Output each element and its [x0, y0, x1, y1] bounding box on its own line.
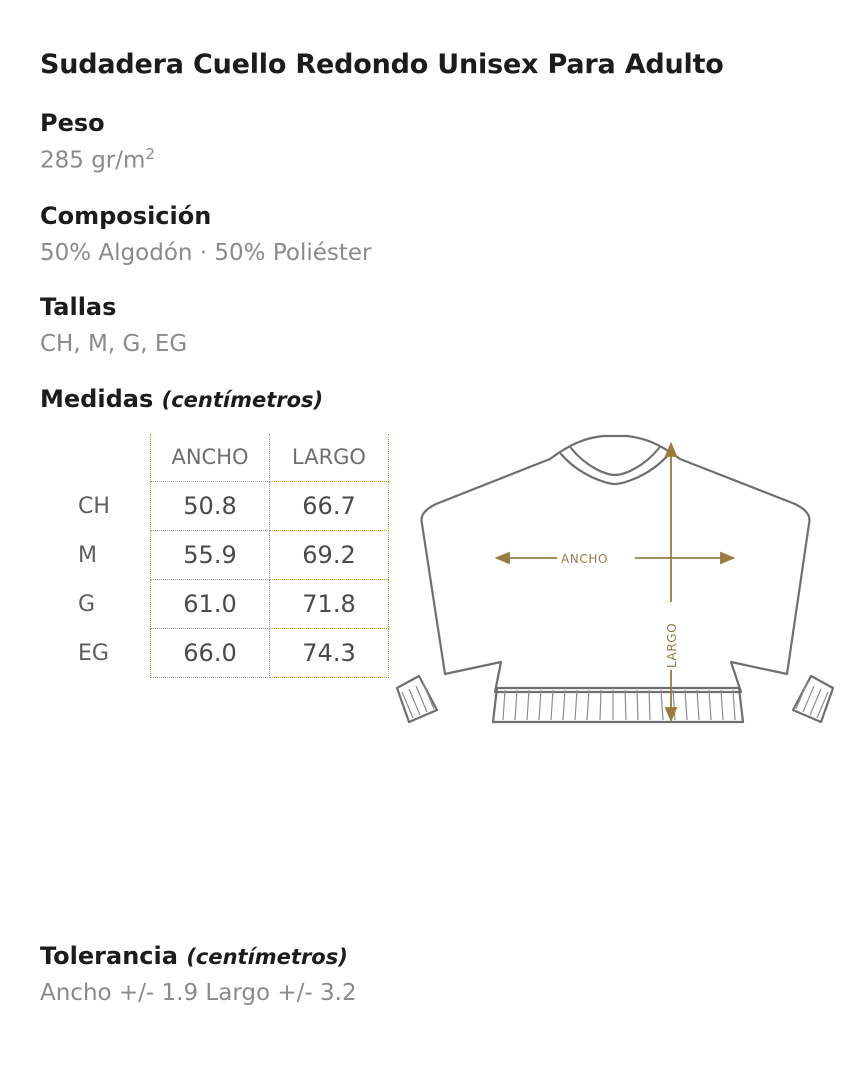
- peso-value-text: 285 gr/m: [40, 148, 146, 174]
- table-header-row: [78, 434, 389, 482]
- row-size-ch: CH: [78, 493, 110, 519]
- composicion-heading: Composición: [40, 201, 212, 230]
- section-tolerancia: [40, 942, 357, 1008]
- section-composicion: [40, 202, 815, 268]
- peso-value: [40, 145, 815, 175]
- cell-m-largo: 69.2: [270, 531, 389, 580]
- page-title: Sudadera Cuello Redondo Unisex Para Adulto: [40, 49, 724, 80]
- cell-m-ancho: 55.9: [151, 531, 270, 580]
- row-size-eg: EG: [78, 640, 109, 666]
- tallas-heading: Tallas: [40, 293, 117, 322]
- table-corner-cell: [78, 434, 151, 482]
- section-medidas: [40, 385, 815, 414]
- table-row: [78, 580, 389, 629]
- tallas-value: CH, M, G, EG: [40, 331, 188, 358]
- cell-g-largo: 71.8: [270, 580, 389, 629]
- section-peso: [40, 109, 815, 176]
- column-header-largo: LARGO: [270, 434, 389, 482]
- cell-eg-largo: 74.3: [270, 629, 389, 678]
- tolerancia-heading: [40, 942, 357, 971]
- row-size-g: G: [78, 591, 96, 617]
- cell-ch-largo: 66.7: [270, 482, 389, 531]
- peso-value-sup: 2: [145, 145, 155, 164]
- table-row: [78, 629, 389, 678]
- sweater-diagram: [375, 424, 855, 744]
- row-size-m: M: [78, 542, 97, 568]
- composicion-value: 50% Algodón · 50% Poliéster: [40, 239, 372, 266]
- medidas-unit: (centímetros): [161, 387, 324, 412]
- peso-heading: Peso: [40, 108, 105, 137]
- table-row: [78, 531, 389, 580]
- tolerancia-unit: (centímetros): [186, 945, 348, 969]
- cell-ch-ancho: 50.8: [151, 482, 270, 531]
- diagram-label-ancho: ANCHO: [561, 551, 609, 566]
- cell-g-ancho: 61.0: [151, 580, 270, 629]
- measures-area: [40, 434, 815, 764]
- section-tallas: [40, 293, 815, 359]
- cell-eg-ancho: 66.0: [151, 629, 270, 678]
- medidas-heading: [40, 385, 815, 414]
- tolerancia-heading-text: Tolerancia: [40, 942, 178, 970]
- tolerancia-value: Ancho +/- 1.9 Largo +/- 3.2: [40, 979, 357, 1006]
- table-row: [78, 482, 389, 531]
- diagram-label-largo: LARGO: [665, 622, 679, 668]
- column-header-ancho: ANCHO: [151, 434, 270, 482]
- medidas-heading-text: Medidas: [40, 384, 154, 413]
- size-table: [78, 434, 389, 679]
